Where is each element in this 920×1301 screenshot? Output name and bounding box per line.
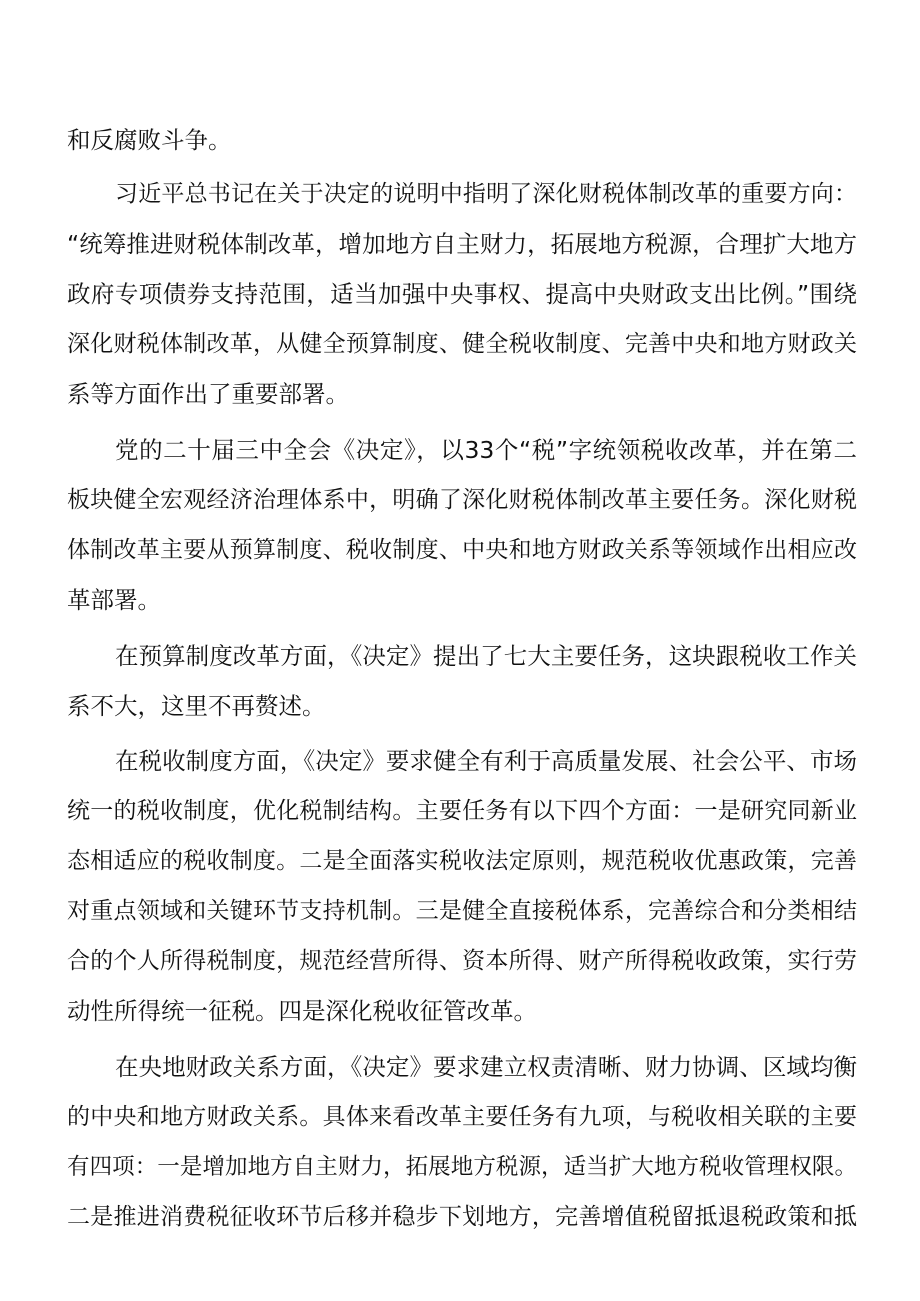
text-line: 革部署。 <box>67 586 161 614</box>
text-line: 在央地财政关系方面，《决定》要求建立权责清晰、财力协调、区域均衡 <box>115 1053 857 1081</box>
text-line: 二是推进消费税征收环节后移并稳步下划地方，完善增值税留抵退税政策和抵 <box>67 1204 857 1230</box>
text-line: 深化财税体制改革，从健全预算制度、健全税收制度、完善中央和地方财政关 <box>67 331 857 357</box>
text-line: 习近平总书记在关于决定的说明中指明了深化财税体制改革的重要方向： <box>115 181 857 207</box>
text-line: 系不大，这里不再赘述。 <box>67 692 326 720</box>
text-line: “统筹推进财税体制改革，增加地方自主财力，拓展地方税源，合理扩大地方 <box>67 230 857 258</box>
text-line: 在预算制度改革方面，《决定》提出了七大主要任务，这块跟税收工作关 <box>115 642 857 670</box>
text-line: 党的二十届三中全会《决定》，以33个“税”字统领税收改革，并在第二 <box>115 436 857 464</box>
text-line: 在税收制度方面，《决定》要求健全有利于高质量发展、社会公平、市场 <box>115 747 857 775</box>
text-line: 有四项：一是增加地方自主财力，拓展地方税源，适当扩大地方税收管理权限。 <box>67 1154 857 1180</box>
text-line: 统一的税收制度，优化税制结构。主要任务有以下四个方面：一是研究同新业 <box>67 798 857 824</box>
text-line: 态相适应的税收制度。二是全面落实税收法定原则，规范税收优惠政策，完善 <box>67 848 857 874</box>
text-line: 的中央和地方财政关系。具体来看改革主要任务有九项，与税收相关联的主要 <box>67 1104 857 1130</box>
text-line: 和反腐败斗争。 <box>67 126 232 154</box>
text-line: 系等方面作出了重要部署。 <box>67 380 349 408</box>
text-line: 体制改革主要从预算制度、税收制度、中央和地方财政关系等领域作出相应改 <box>67 537 857 563</box>
text-line: 对重点领域和关键环节支持机制。三是健全直接税体系，完善综合和分类相结 <box>67 898 857 924</box>
text-line: 政府专项债券支持范围，适当加强中央事权、提高中央财政支出比例。”围绕 <box>67 280 857 308</box>
text-line: 合的个人所得税制度，规范经营所得、资本所得、财产所得税收政策，实行劳 <box>67 948 857 974</box>
text-line: 动性所得统一征税。四是深化税收征管改革。 <box>67 997 537 1025</box>
text-line: 板块健全宏观经济治理体系中，明确了深化财税体制改革主要任务。深化财税 <box>67 487 857 513</box>
